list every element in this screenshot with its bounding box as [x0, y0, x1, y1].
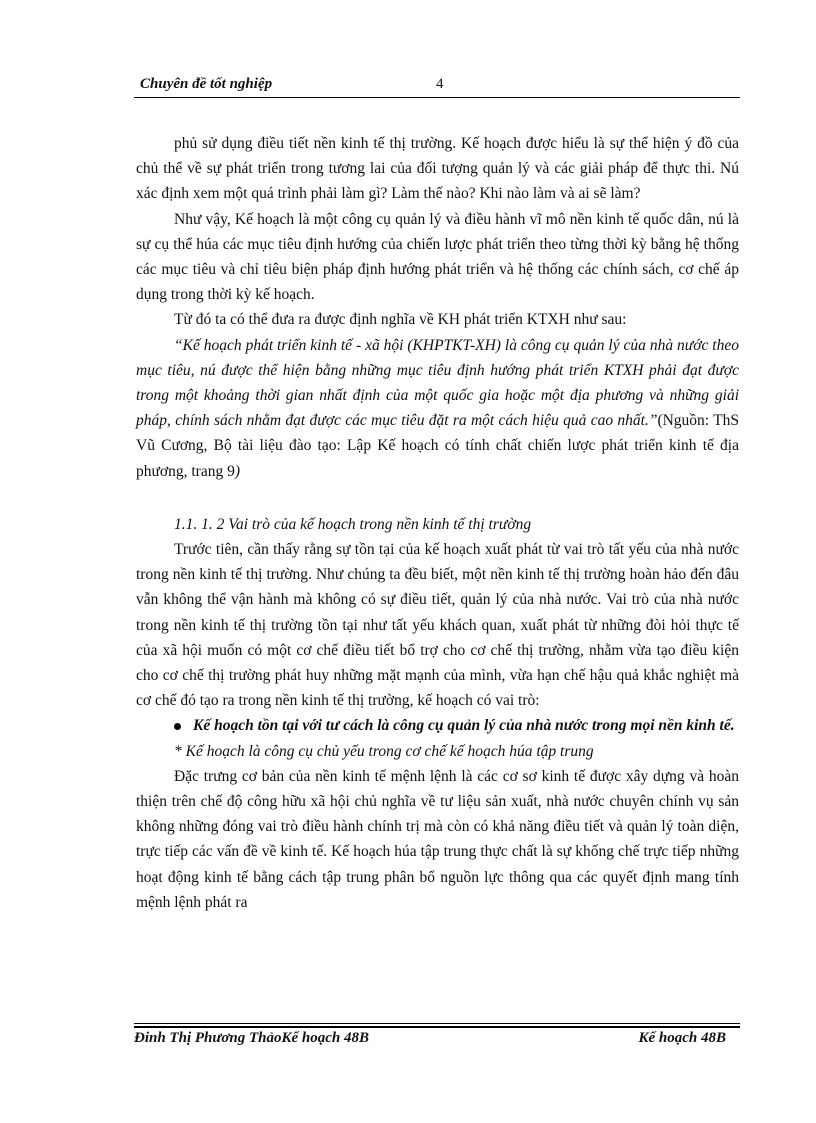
bullet-text: Kế hoạch tồn tại với tư cách là công cụ quản lý của nhà nước trong mọi nền kinh tế. — [193, 717, 735, 735]
page-number: 4 — [436, 76, 444, 92]
header-title: Chuyên đề tốt nghiệp — [140, 76, 273, 92]
page-footer — [134, 1030, 740, 1052]
footer-author: Đinh Thị Phương ThảoKế hoạch 48B — [134, 1030, 370, 1046]
bullet-item — [136, 713, 739, 738]
section-gap — [136, 484, 739, 512]
section-heading: 1.1. 1. 2 Vai trò của kế hoạch trong nền kinh tế thị trường — [174, 515, 532, 533]
sub-heading: * Kế hoạch là công cụ chủ yếu trong cơ chế kế hoạch húa tập trung — [174, 742, 594, 760]
bullet-dot-icon — [174, 723, 181, 730]
paragraph-5: Trước tiên, cần thấy rằng sự tồn tại của kế hoạch xuất phát từ vai trò tất yếu của nhà nước trong nền kinh tế thị trường. Như chúng ta đều biết, một nền kinh tế thị trường hoàn hảo đến đâu vẫn không thể vận hành mà không có sự điều tiết, quản lý của nhà nước. Vai trò của nhà nước trong nền kinh tế thị trường tồn tại như tất yếu khách quan, xuất phát từ những đòi hỏi thực tế của xã hội muốn có một cơ chế điều tiết bổ trợ cho cơ chế thị trường, nhằm vừa tạo điều kiện cho cơ chế thị trường phát huy những mặt mạnh của mình, vừa hạn chế hậu quả khắc nghiệt mà cơ chế đó tạo ra trong nền kinh tế thị trường, kế hoạch có vai trò: — [136, 541, 739, 710]
paragraph-2: Như vậy, Kế hoạch là một công cụ quản lý và điều hành vĩ mô nền kinh tế quốc dân, nú là sự cụ thể húa các mục tiêu định hướng của chiến lược phát triển theo từng thời kỳ bằng hệ thống các mục tiêu và chỉ tiêu biện pháp định hướng phát triển và hệ thống các chính sách, cơ chế áp dụng trong thời kỳ kế hoạch. — [136, 210, 739, 304]
paragraph-6: Đặc trưng cơ bản của nền kinh tế mệnh lệnh là các cơ sơ kinh tế được xây dựng và hoàn thiện trên chế độ công hữu xã hội chủ nghĩa về tư liệu sản xuất, nhà nước chuyên chính vụ sản không những đóng vai trò điều hành chính trị mà còn có khả năng điều tiết và quản lý toàn diện, trực tiếp các vấn đề về kinh tế. Kế hoạch húa tập trung thực chất là sự khống chế trực tiếp những hoạt động kinh tế bằng cách tập trung phân bổ nguồn lực thông qua các quyết định mang tính mệnh lệnh phát ra — [136, 767, 739, 911]
paragraph-1: phủ sử dụng điều tiết nền kinh tế thị trường. Kế hoạch được hiểu là sự thể hiện ý đồ của chủ thể về sự phát triển trong tương lai của đối tượng quản lý và các giải pháp để thực thi. Nú xác định xem một quá trình phải làm gì? Làm thế nào? Khi nào làm và ai sẽ làm? — [136, 135, 739, 203]
header-rule — [134, 97, 740, 98]
definition-source-close: ) — [234, 462, 240, 480]
footer-class: Kế hoạch 48B — [638, 1030, 726, 1046]
footer-rule-thin — [134, 1023, 740, 1024]
document-body — [136, 131, 739, 915]
paragraph-3: Từ đó ta có thể đưa ra được định nghĩa về KH phát triển KTXH như sau: — [174, 311, 627, 329]
footer-rule-thick — [134, 1026, 740, 1028]
page-header — [134, 76, 740, 98]
definition-paragraph — [136, 333, 739, 484]
definition-quote: “Kế hoạch phát triển kinh tế - xã hội (KHPTKT-XH) là công cụ quản lý của nhà nước theo mục tiêu, nú được thể hiện bằng những mục tiêu định hướng phát triển KTXH phải đạt được trong một khoảng thời gian nhất định của một quốc gia hoặc một địa phương và những giải pháp, chính sách nhằm đạt được các mục tiêu đặt ra một cách hiệu quả cao nhất.” — [136, 336, 739, 430]
definition-source: (Nguồn: ThS Vũ Cương, Bộ tài liệu đào tạo: Lập Kế hoạch có tính chất chiến lược phát triển kinh tế địa phương, trang 9 — [136, 412, 739, 480]
